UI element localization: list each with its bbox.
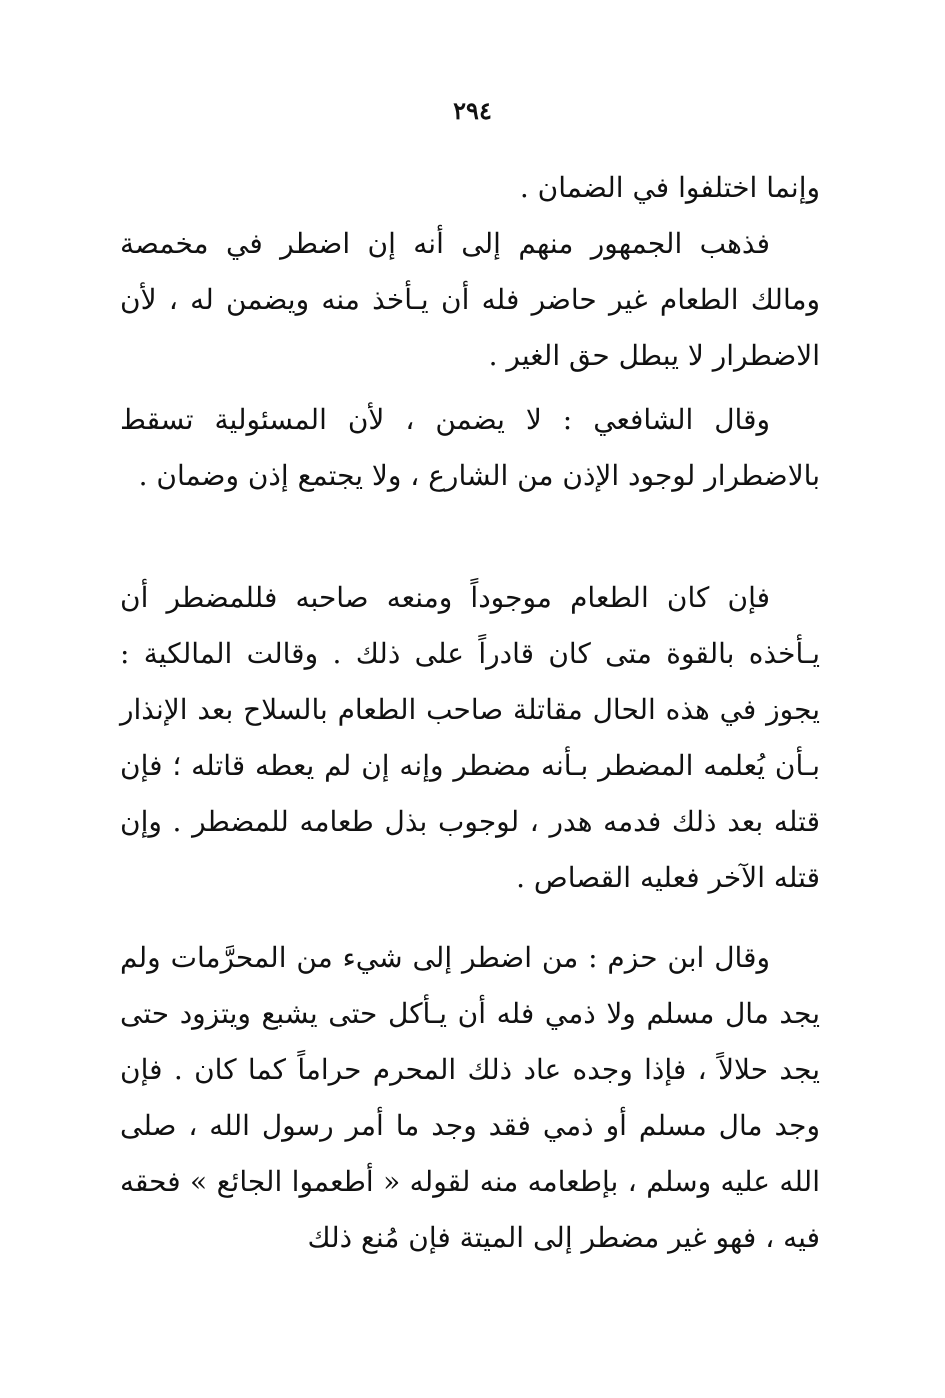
paragraph-4-block [120,570,820,906]
paragraph-1: وإنما اختلفوا في الضمان . [519,171,820,204]
paragraph-2: فذهب الجمهور منهم إلى أنه إن اضطر في مخمصة ومالك الطعام غير حاضر فله أن يـأخذ منه ويضمن له ، لأن الاضطرار لا يبطل حق الغير . [120,227,820,372]
paragraph-5: وقال ابن حزم : من اضطر إلى شيء من المحرَّمات ولم يجد مال مسلم ولا ذمي فله أن يـأكل حتى يشبع ويتزود حتى يجد حلالاً ، فإذا وجده عاد ذلك المحرم حراماً كما كان . فإن وجد مال مسلم أو ذمي فقد وجد ما أمر رسول الله ، صلى الله عليه وسلم ، بإطعامه منه لقوله « أطعموا الجائع » فحقه فيه ، فهو غير مضطر إلى الميتة فإن مُنع ذلك [120,941,820,1254]
paragraph-3: وقال الشافعي : لا يضمن ، لأن المسئولية تسقط بالاضطرار لوجود الإذن من الشارع ، ولا يجتمع إذن وضمان . [120,403,820,492]
paragraph-1-block [120,160,820,216]
paragraph-5-block [120,930,820,1266]
paragraph-3-block [120,392,820,504]
page-number: ٢٩٤ [453,96,492,125]
paragraph-2-block [120,216,820,384]
paragraph-4: فإن كان الطعام موجوداً ومنعه صاحبه فللمضطر أن يـأخذه بالقوة متى كان قادراً على ذلك . وقالت المالكية : يجوز في هذه الحال مقاتلة صاحب الطعام بالسلاح بعد الإنذار بـأن يُعلمه المضطر بـأنه مضطر وإنه إن لم يعطه قاتله ؛ فإن قتله بعد ذلك فدمه هدر ، لوجوب بذل طعامه للمضطر . وإن قتله الآخر فعليه القصاص . [120,581,820,894]
